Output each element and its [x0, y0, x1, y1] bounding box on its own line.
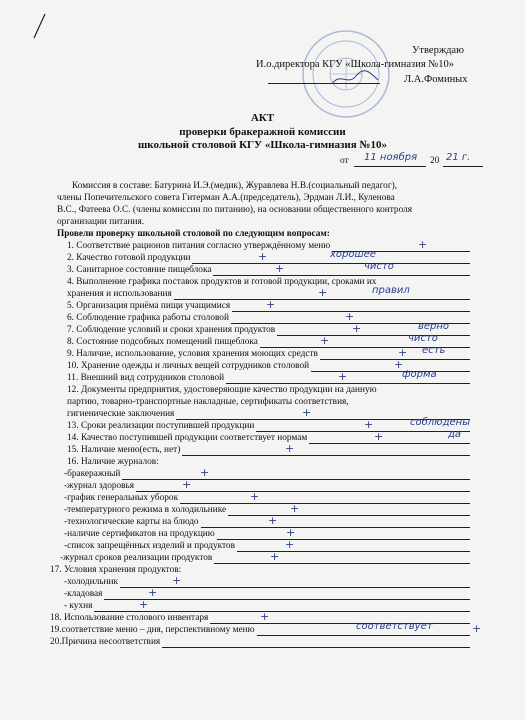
- check-mark: +: [258, 250, 268, 263]
- answer-line: [182, 455, 470, 456]
- date-year-prefix: 20: [430, 156, 440, 166]
- check-mark: +: [364, 418, 374, 431]
- handwritten-note: есть: [422, 345, 446, 356]
- check-mark: +: [285, 538, 295, 551]
- check-mark: +: [302, 406, 312, 419]
- answer-line: [214, 563, 470, 564]
- checklist-item: 8. Состояние подсобных помещений пищеблока: [67, 337, 258, 347]
- check-mark: +: [172, 574, 182, 587]
- checklist-item: -температурного режима в холодильнике: [64, 505, 227, 515]
- answer-line: [94, 611, 470, 612]
- checklist-item: 15. Наличие меню(есть, нет): [67, 445, 181, 455]
- handwritten-note: форма: [402, 369, 437, 380]
- checklist-item: 11. Внешний вид сотрудников столовой: [67, 373, 225, 383]
- date-line-1: [354, 166, 426, 167]
- handwritten-note: верно: [418, 321, 450, 332]
- answer-line: [257, 635, 470, 636]
- checklist-item: 12. Документы предприятия, удостоверяющие качество продукции на данную: [67, 385, 377, 395]
- handwritten-note: чисто: [408, 333, 438, 344]
- checklist-item: -журнал сроков реализации продуктов: [60, 553, 213, 563]
- checklist-item: 5. Организация приёма пищи учащимися: [67, 301, 231, 311]
- checklist-item: 13. Сроки реализации поступившей продукции: [67, 421, 255, 431]
- answer-line: [201, 527, 470, 528]
- handwritten-note: хорошее: [330, 249, 376, 260]
- check-mark: +: [270, 550, 280, 563]
- checklist-item: 1. Соответствие рационов питания согласно утверждённому меню: [67, 241, 331, 251]
- check-mark: +: [182, 478, 192, 491]
- answer-line: [120, 587, 470, 588]
- checklist-heading: Провели проверку школьной столовой по следующим вопросам:: [57, 229, 330, 239]
- approval-label: Утверждаю: [412, 45, 464, 56]
- check-mark: +: [268, 514, 278, 527]
- check-mark: +: [320, 334, 330, 347]
- handwritten-note: соответствует: [356, 621, 433, 632]
- checklist-item: 3. Санитарное состояние пищеблока: [67, 265, 212, 275]
- check-mark: +: [290, 502, 300, 515]
- check-mark: +: [374, 430, 384, 443]
- check-mark: +: [338, 370, 348, 383]
- checklist-item: 20.Причина несоответствия: [50, 637, 161, 647]
- signature-mark: [330, 68, 380, 88]
- checklist-item: -наличие сертификатов на продукцию: [64, 529, 215, 539]
- checklist-item: 10. Хранение одежды и личных вещей сотрудников столовой: [67, 361, 310, 371]
- commission-line-4: организации питания.: [57, 217, 145, 227]
- approval-director: И.о.директора КГУ «Школа-гимназия №10»: [256, 59, 455, 70]
- answer-line: [226, 383, 470, 384]
- checklist-item: -технологические карты на блюдо: [64, 517, 199, 527]
- commission-line-2: члены Попечительского совета Гитерман А.А.(председатель), Эрдман Л.И., Куленова: [57, 193, 395, 203]
- answer-line: [217, 539, 470, 540]
- checklist-item: 2. Качество готовой продукции: [67, 253, 191, 263]
- checklist-item: 16. Наличие журналов:: [67, 457, 159, 467]
- checklist-item: 6. Соблюдение графика работы столовой: [67, 313, 229, 323]
- check-mark: +: [345, 310, 355, 323]
- answer-line: [162, 647, 470, 648]
- check-mark: +: [318, 286, 328, 299]
- check-mark: +: [286, 526, 296, 539]
- check-mark: +: [472, 622, 482, 635]
- handwritten-note: да: [448, 429, 462, 440]
- check-mark: +: [200, 466, 210, 479]
- commission-line-1: Комиссия в составе: Батурина И.Э.(медик), Журавлева Н.В.(социальный педагог),: [72, 181, 398, 191]
- check-mark: +: [250, 490, 260, 503]
- handwritten-note: соблюдены: [410, 417, 471, 428]
- checklist-item: 17. Условия хранения продуктов:: [50, 565, 182, 575]
- checklist-item: -холодильник: [64, 577, 118, 587]
- checklist-item: 14. Качество поступившей продукции соответствует нормам: [67, 433, 308, 443]
- checklist-item: партию, товарно-транспортные накладные, сертификаты соответствия,: [67, 397, 349, 407]
- check-mark: +: [352, 322, 362, 335]
- answer-line: [277, 335, 470, 336]
- answer-line: [192, 263, 470, 264]
- checklist-item: 18. Использование столового инвентаря: [50, 613, 209, 623]
- pen-mark-icon: [28, 12, 48, 42]
- document-subtitle-2: школьной столовой КГУ «Школа-гимназия №10»: [137, 139, 388, 151]
- date-day-month: 11 ноября: [364, 152, 418, 163]
- checklist-item: 19.соответствие меню – дня, перспективному меню: [50, 625, 255, 635]
- answer-line: [311, 371, 470, 372]
- document-subtitle: проверки бракеражной комиссии: [179, 126, 346, 138]
- answer-line: [174, 299, 470, 300]
- commission-line-3: В.С., Фатеева О.С. (члены комиссии по питанию), на основании общественного контроля: [57, 205, 413, 215]
- document-title: АКТ: [250, 112, 275, 124]
- checklist-item: -кладовая: [64, 589, 103, 599]
- answer-line: [228, 515, 470, 516]
- answer-line: [256, 431, 470, 432]
- checklist-item: - кухня: [64, 601, 93, 611]
- checklist-item: 4. Выполнение графика поставок продуктов и готовой продукции, сроками их: [67, 277, 377, 287]
- handwritten-note: чисто: [364, 261, 394, 272]
- check-mark: +: [394, 358, 404, 371]
- approval-name: Л.А.Фоминых: [404, 74, 468, 85]
- answer-line: [104, 599, 470, 600]
- check-mark: +: [275, 262, 285, 275]
- answer-line: [180, 503, 470, 504]
- check-mark: +: [266, 298, 276, 311]
- checklist-item: -журнал здоровья: [64, 481, 135, 491]
- checklist-item: -список запрещённых изделий и продуктов: [64, 541, 235, 551]
- answer-line: [136, 491, 470, 492]
- check-mark: +: [139, 598, 149, 611]
- date-prefix: от: [340, 156, 349, 166]
- date-year-suffix: 21 г.: [446, 152, 471, 163]
- date-line-2: [443, 166, 483, 167]
- checklist-item: -график генеральных уборок: [64, 493, 179, 503]
- check-mark: +: [260, 610, 270, 623]
- check-mark: +: [418, 238, 428, 251]
- check-mark: +: [148, 586, 158, 599]
- answer-line: [309, 443, 470, 444]
- checklist-item: -бракеражный: [64, 469, 121, 479]
- answer-line: [213, 275, 470, 276]
- handwritten-note: правил: [372, 285, 410, 296]
- answer-line: [122, 479, 470, 480]
- checklist-item: хранения и использования: [67, 289, 172, 299]
- checklist-item: 9. Наличие, использование, условия хранения моющих средств: [67, 349, 318, 359]
- check-mark: +: [285, 442, 295, 455]
- checklist-item: 7. Соблюдение условий и сроки хранения продуктов: [67, 325, 276, 335]
- checklist-item: гигиенические заключения: [67, 409, 175, 419]
- check-mark: +: [398, 346, 408, 359]
